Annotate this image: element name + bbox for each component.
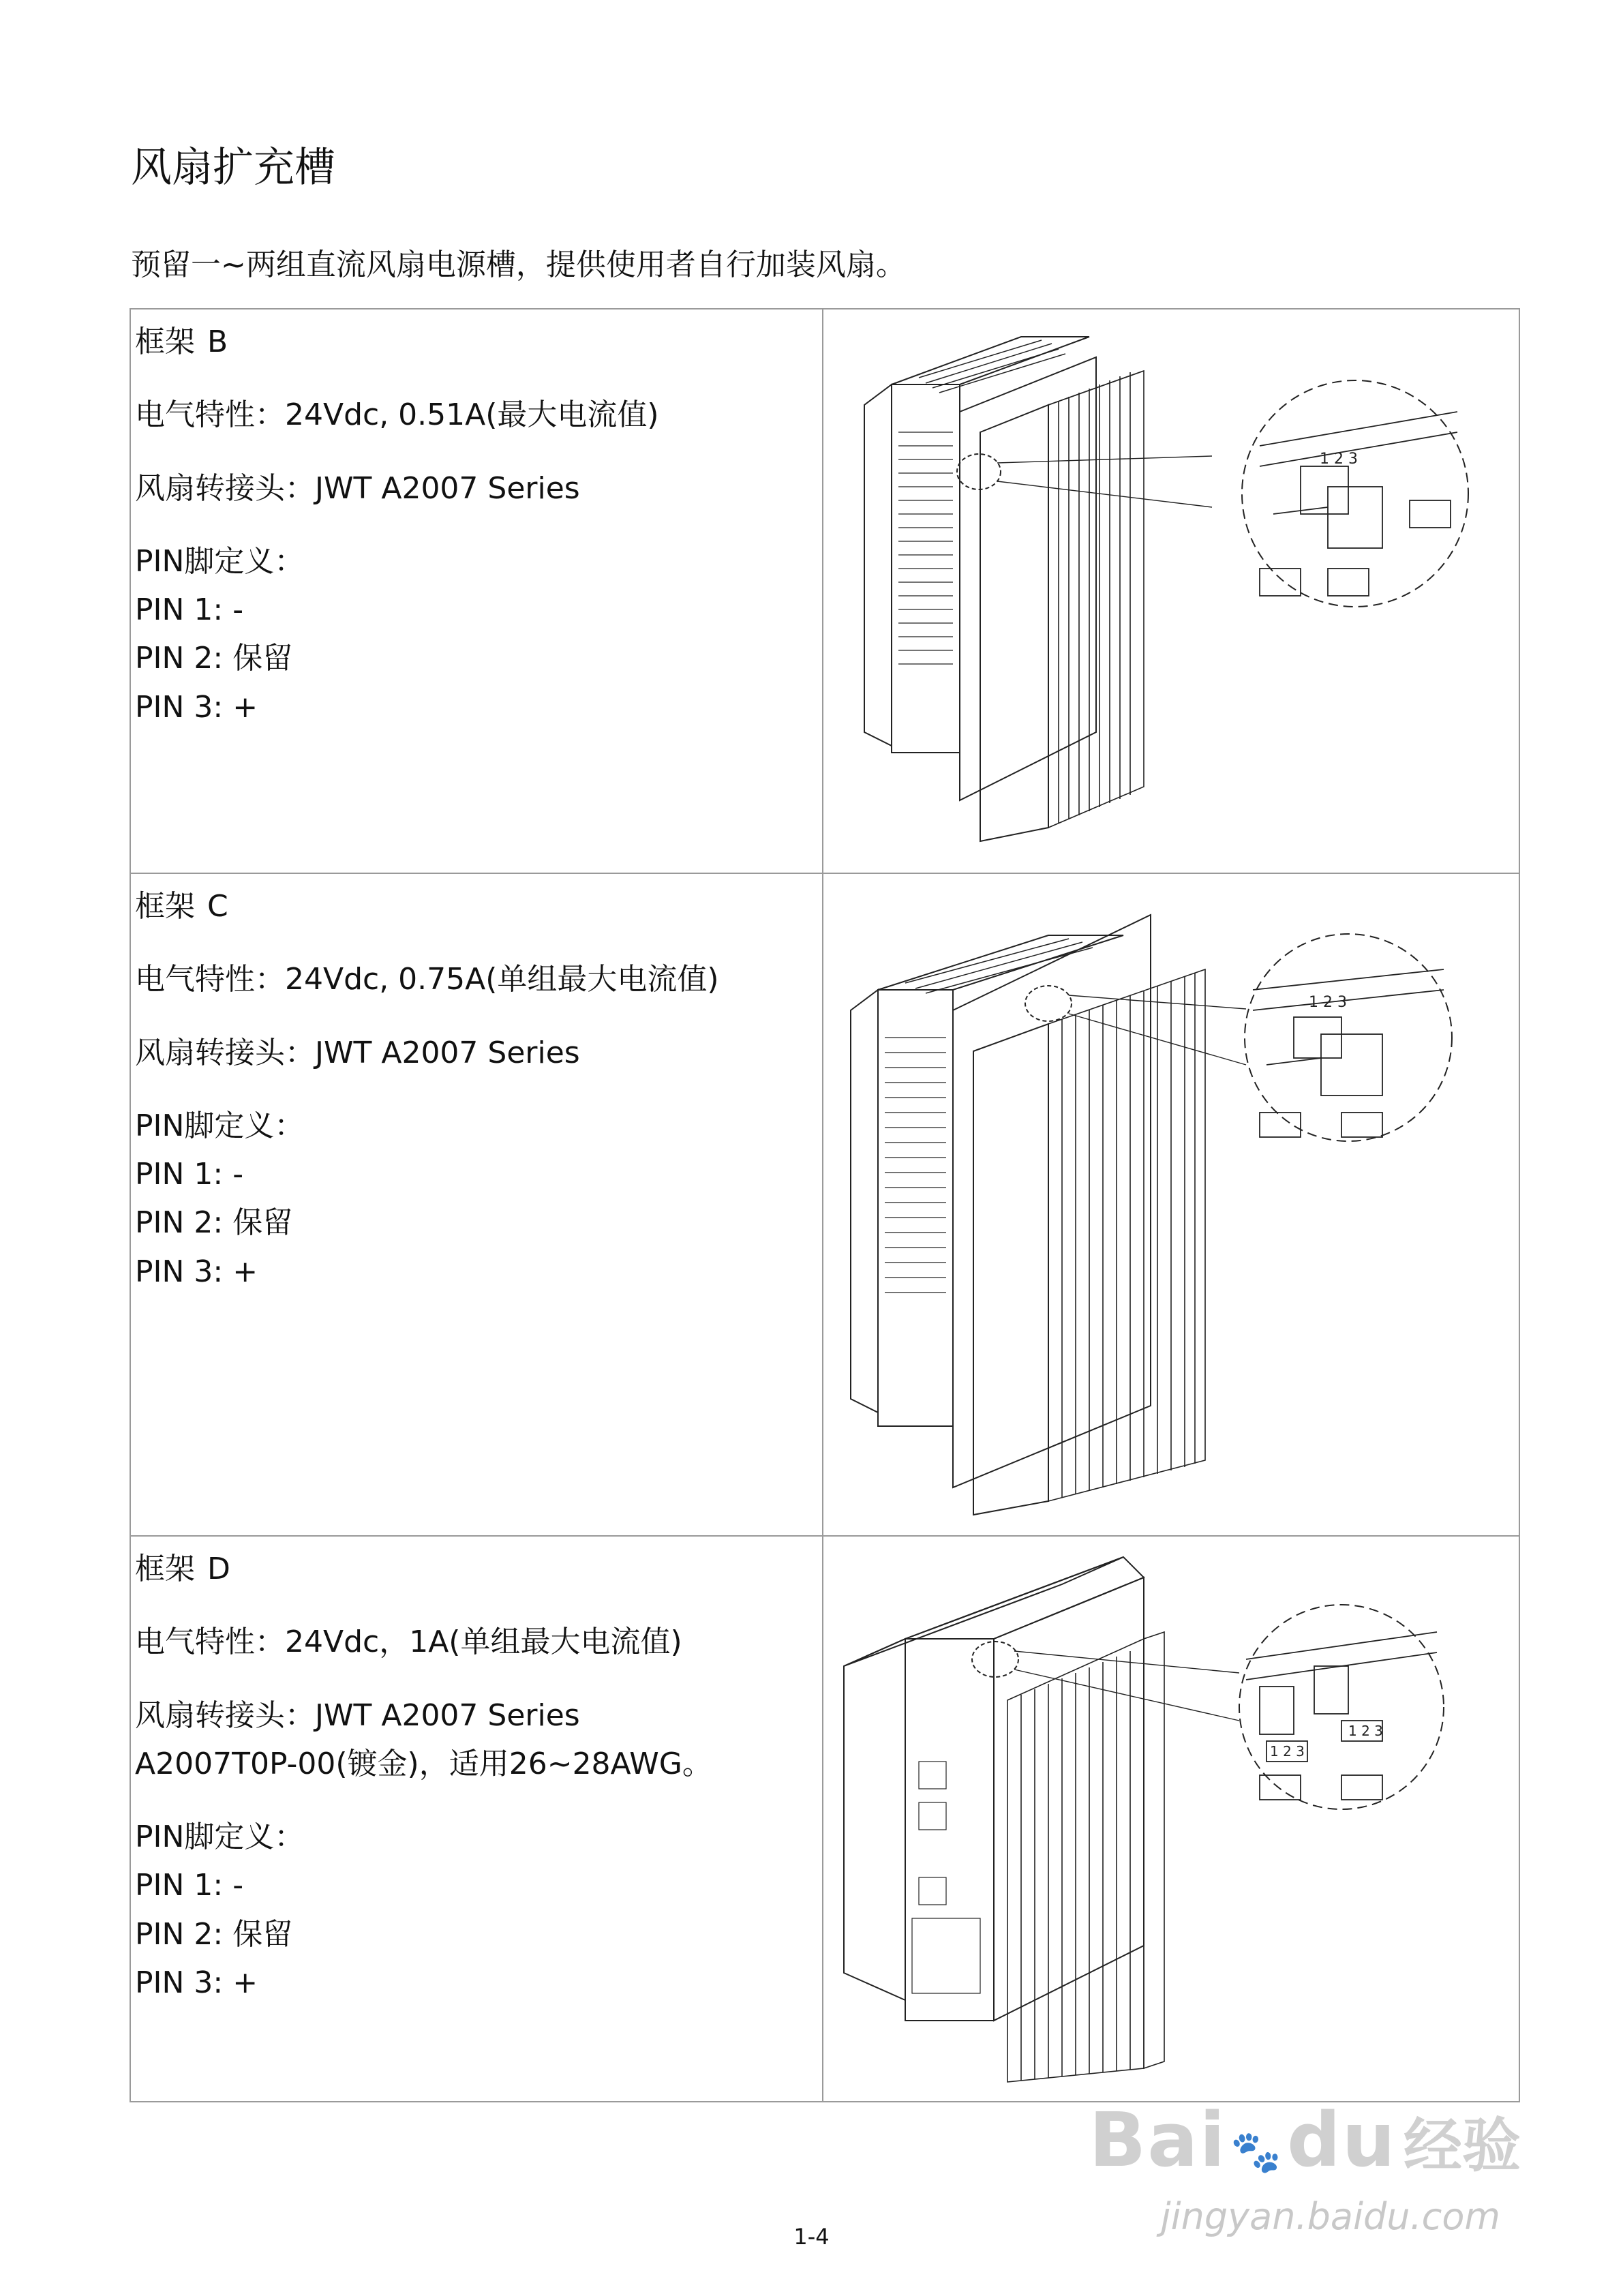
frame-c-drawing: [823, 874, 1519, 1535]
frame-c-pin-title: PIN脚定义：: [135, 1108, 305, 1143]
frame-d-pin-title: PIN脚定义：: [135, 1819, 305, 1855]
frame-c-pin-2: PIN 2: 保留: [135, 1205, 293, 1241]
page-heading: 风扇扩充槽: [131, 144, 335, 192]
frame-d-connector-extra: A2007T0P-00(镀金)，适用26~28AWG。: [135, 1746, 712, 1781]
frame-b-pin-2: PIN 2: 保留: [135, 641, 293, 676]
frame-d-label: 框架 D: [135, 1552, 230, 1586]
watermark-url: jingyan.baidu.com: [1160, 2195, 1500, 2238]
frame-b-label: 框架 B: [135, 324, 228, 359]
watermark-brand2: du: [1286, 2096, 1397, 2184]
intro-text: 预留一~两组直流风扇电源槽，提供使用者自行加装风扇。: [131, 247, 906, 282]
frame-b-text-cell: [130, 309, 823, 873]
frame-d-image-cell: [823, 1536, 1519, 2102]
frame-b-pin-1: PIN 1: -: [135, 592, 244, 628]
frame-c-pin-3: PIN 3: +: [135, 1254, 258, 1289]
frame-b-electrical: 电气特性：24Vdc, 0.51A(最大电流值): [135, 397, 659, 433]
frame-d-pin-block: [135, 1813, 818, 2007]
frame-c-image-cell: [823, 873, 1519, 1536]
frame-c-row: [130, 873, 1519, 1536]
frame-d-pin-3: PIN 3: +: [135, 1965, 258, 2000]
frame-d-row: [130, 1536, 1519, 2102]
frame-c-electrical: 电气特性：24Vdc, 0.75A(单组最大电流值): [135, 962, 719, 997]
frame-d-detail-pins-a: 1 2 3: [1270, 1743, 1305, 1759]
frame-c-detail-pins: 1 2 3: [1309, 994, 1347, 1011]
frame-c-pin-1: PIN 1: -: [135, 1157, 244, 1192]
frame-b-connector: 风扇转接头：JWT A2007 Series: [135, 470, 580, 506]
frame-c-pin-block: [135, 1102, 818, 1296]
frame-d-drawing: [823, 1537, 1519, 2101]
frame-b-image-cell: [823, 309, 1519, 873]
frame-c-text-cell: [130, 873, 823, 1536]
baidu-watermark: Bai 🐾du 经验: [1089, 2096, 1521, 2184]
frame-b-drawing: [823, 309, 1519, 873]
watermark-cn: 经验: [1404, 2112, 1521, 2180]
frame-d-pin-2: PIN 2: 保留: [135, 1916, 293, 1952]
frame-b-pin-block: [135, 537, 818, 731]
frame-d-connector: 风扇转接头：JWT A2007 Series: [135, 1697, 580, 1733]
frame-b-pin-3: PIN 3: +: [135, 689, 258, 725]
fan-slot-table: [130, 308, 1520, 2102]
frame-d-electrical: 电气特性：24Vdc，1A(单组最大电流值): [135, 1625, 682, 1660]
frame-b-row: [130, 309, 1519, 873]
frame-c-label: 框架 C: [135, 889, 228, 924]
frame-d-pin-1: PIN 1: -: [135, 1868, 244, 1903]
frame-b-detail-pins: 1 2 3: [1320, 451, 1358, 468]
frame-c-connector: 风扇转接头：JWT A2007 Series: [135, 1035, 580, 1070]
frame-d-text-cell: [130, 1536, 823, 2102]
frame-d-detail-pins-b: 1 2 3: [1348, 1723, 1383, 1739]
frame-b-pin-title: PIN脚定义：: [135, 543, 305, 579]
watermark-brand: Bai: [1089, 2096, 1227, 2184]
page-number: 1-4: [793, 2224, 830, 2250]
